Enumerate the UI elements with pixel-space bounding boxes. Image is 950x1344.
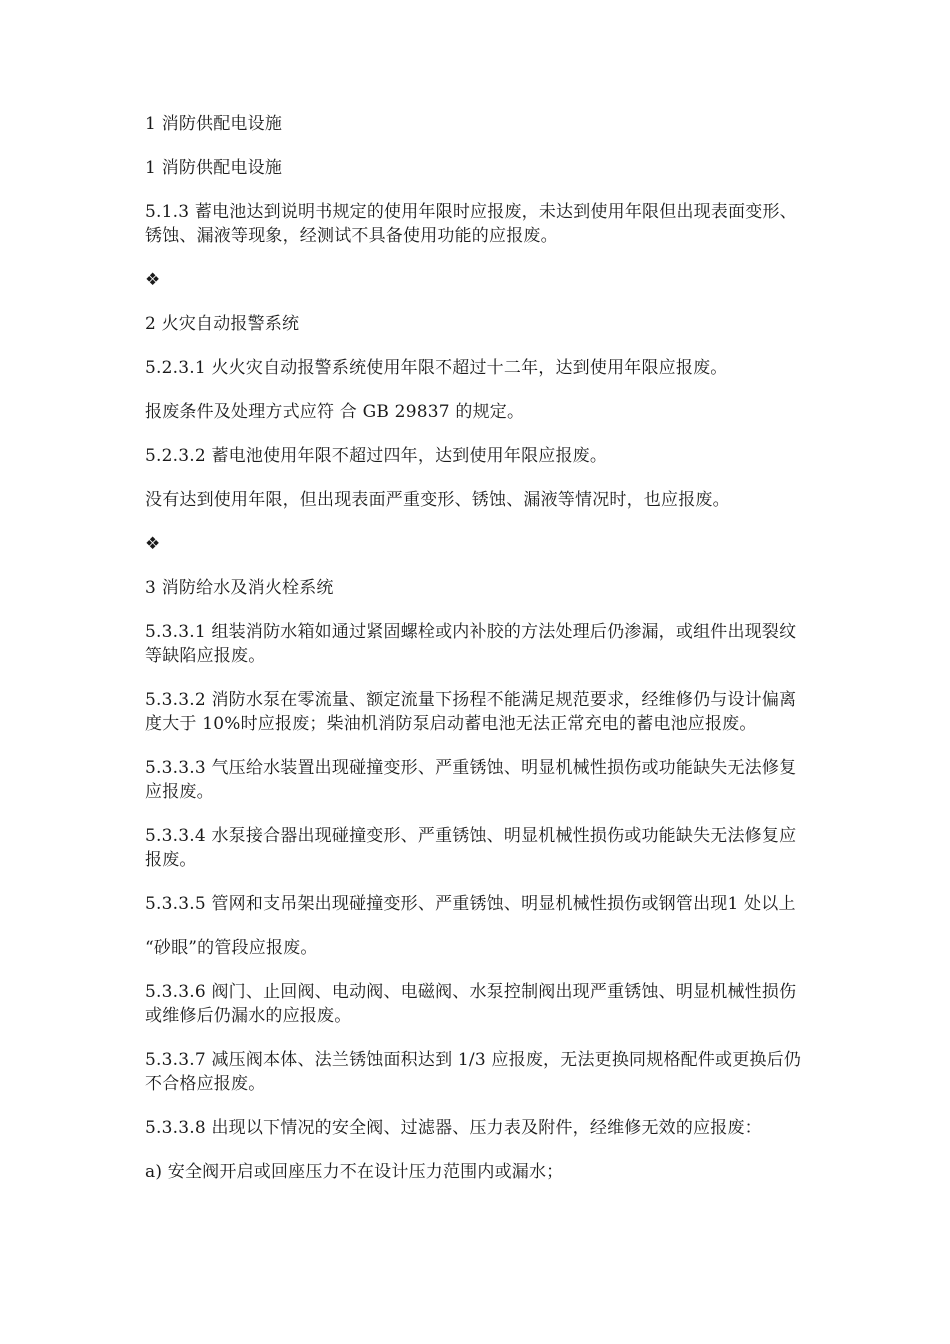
clause-5-3-3-8: 5.3.3.8 出现以下情况的安全阀、过滤器、压力表及附件，经维修无效的应报废：	[145, 1118, 762, 1138]
clause-5-2-3-1: 5.2.3.1 火火灾自动报警系统使用年限不超过十二年，达到使用年限应报废。	[145, 358, 728, 378]
section-heading-2: 2 火灾自动报警系统	[145, 314, 300, 334]
clause-5-3-3-6: 5.3.3.6 阀门、止回阀、电动阀、电磁阀、水泵控制阀出现严重锈蚀、明显机械性损伤或维修后仍漏水的应报废。	[145, 982, 797, 1026]
clause-5-3-3-4: 5.3.3.4 水泵接合器出现碰撞变形、严重锈蚀、明显机械性损伤或功能缺失无法修复应报废。	[145, 826, 797, 870]
clause-5-3-3-8-item-a: a) 安全阀开启或回座压力不在设计压力范围内或漏水；	[145, 1162, 564, 1182]
clause-5-1-3: 5.1.3 蓄电池达到说明书规定的使用年限时应报废，未达到使用年限但出现表面变形、锈蚀、漏液等现象，经测试不具备使用功能的应报废。	[145, 202, 797, 246]
bullet-separator-icon: ❖	[145, 270, 161, 290]
section-heading-3: 3 消防给水及消火栓系统	[145, 578, 334, 598]
clause-5-3-3-7: 5.3.3.7 减压阀本体、法兰锈蚀面积达到 1/3 应报废，无法更换同规格配件或更换后仍不合格应报废。	[145, 1050, 802, 1094]
section-heading-1: 1 消防供配电设施	[145, 114, 283, 134]
clause-5-3-3-5: 5.3.3.5 管网和支吊架出现碰撞变形、严重锈蚀、明显机械性损伤或钢管出现1 处以上	[145, 894, 796, 914]
section-heading-1-repeat: 1 消防供配电设施	[145, 158, 283, 178]
document-page	[145, 112, 805, 1204]
clause-5-3-3-3: 5.3.3.3 气压给水装置出现碰撞变形、严重锈蚀、明显机械性损伤或功能缺失无法修复应报废。	[145, 758, 797, 802]
clause-5-3-3-2: 5.3.3.2 消防水泵在零流量、额定流量下扬程不能满足规范要求，经维修仍与设计偏离度大于 10%时应报废；柴油机消防泵启动蓄电池无法正常充电的蓄电池应报废。	[145, 690, 797, 734]
clause-5-2-3-1-note: 报废条件及处理方式应符 合 GB 29837 的规定。	[145, 402, 525, 422]
clause-5-3-3-5-cont: “砂眼”的管段应报废。	[145, 938, 318, 958]
clause-5-2-3-2-note: 没有达到使用年限，但出现表面严重变形、锈蚀、漏液等情况时，也应报废。	[145, 490, 730, 510]
clause-5-3-3-1: 5.3.3.1 组装消防水箱如通过紧固螺栓或内补胶的方法处理后仍渗漏，或组件出现裂纹等缺陷应报废。	[145, 622, 797, 666]
bullet-separator-icon: ❖	[145, 534, 161, 554]
clause-5-2-3-2: 5.2.3.2 蓄电池使用年限不超过四年，达到使用年限应报废。	[145, 446, 608, 466]
